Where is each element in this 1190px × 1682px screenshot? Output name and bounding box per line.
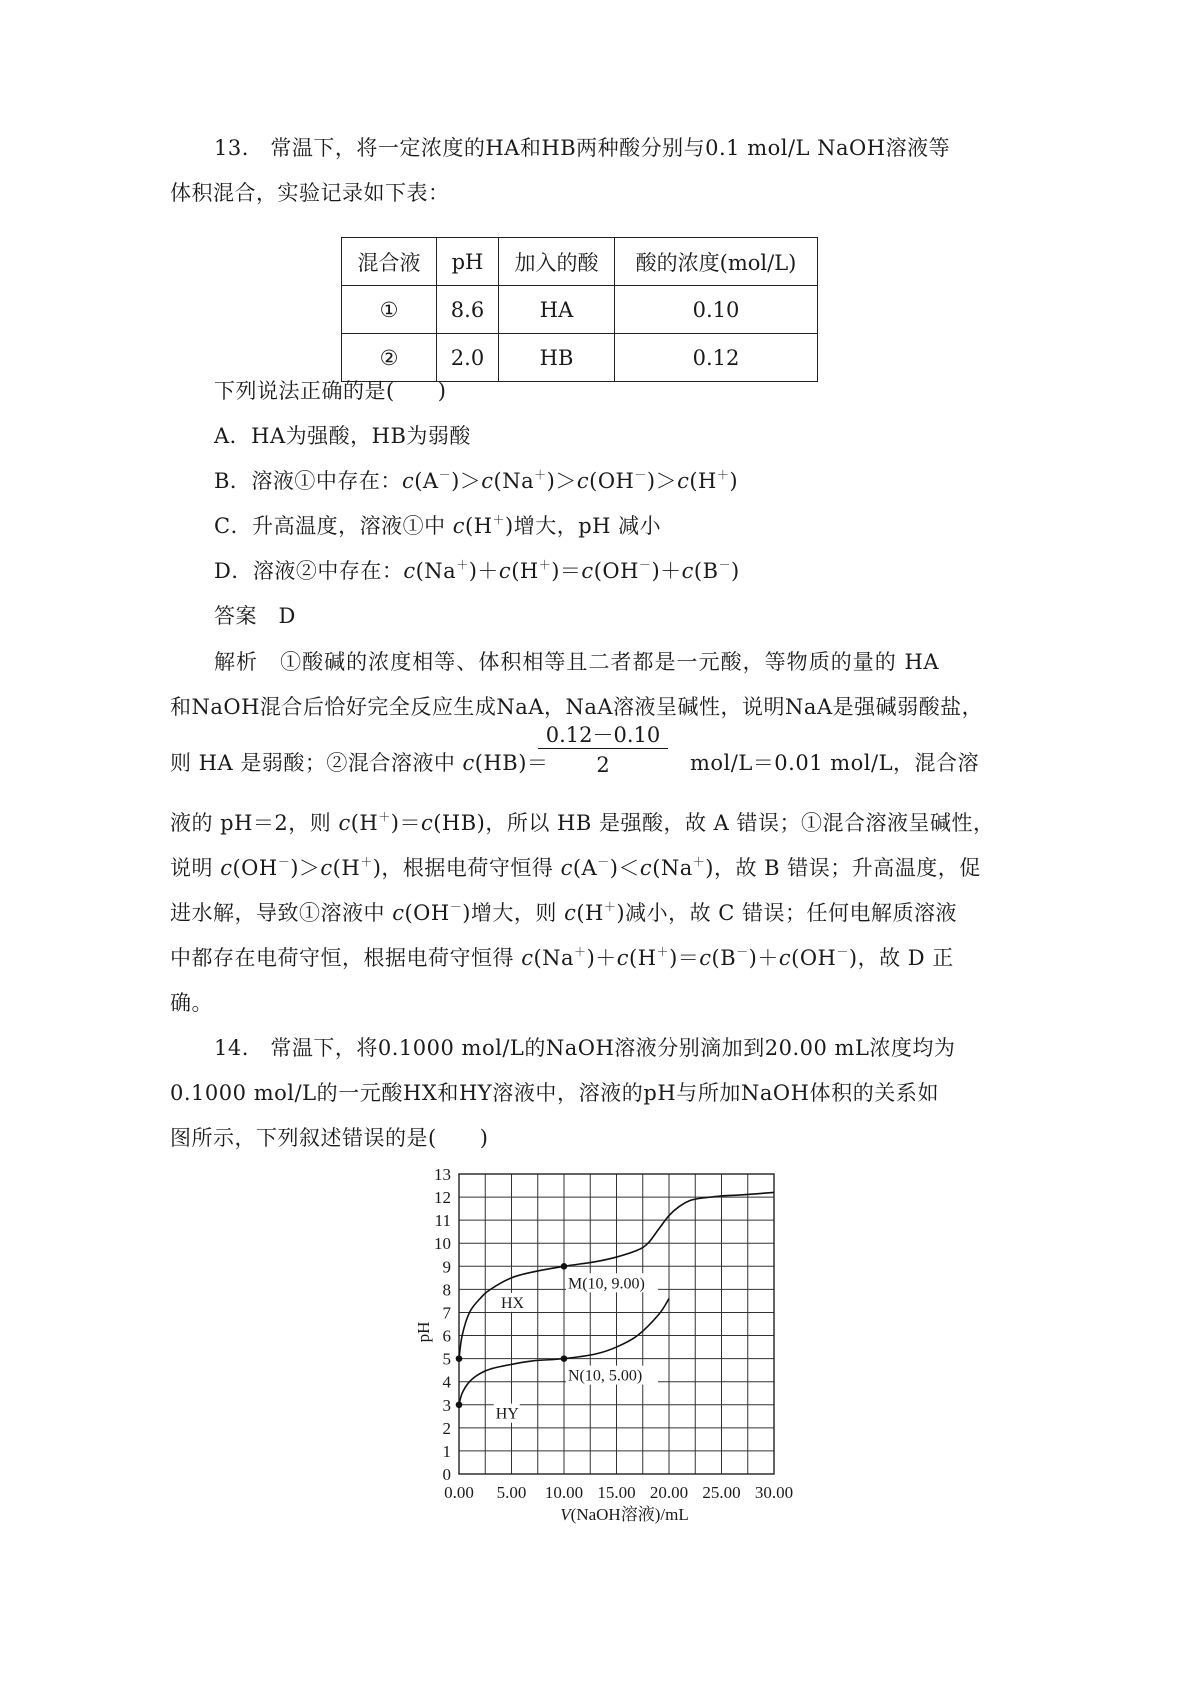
- table-cell: 0.12: [615, 334, 818, 382]
- table-header-cell: 加入的酸: [499, 238, 615, 286]
- option-d: D．溶液②中存在：c(Na＋)＋c(H＋)＝c(OH－)＋c(B－): [214, 558, 740, 583]
- analysis-line-5: 说明 c(OH－)＞c(H＋)，根据电荷守恒得 c(A－)＜c(Na＋)，故 B 错误；升高温度，促: [170, 855, 981, 880]
- option-b: B．溶液①中存在：c(A－)＞c(Na＋)＞c(OH－)＞c(H＋): [214, 468, 739, 493]
- table-header-cell: 混合液: [342, 238, 437, 286]
- q14-line1: 14. 常温下，将0.1000 mol/L的NaOH溶液分别滴加到20.00 mL浓度均为: [214, 1036, 956, 1060]
- table-header-cell: 酸的浓度(mol/L): [615, 238, 818, 286]
- table-cell: ②: [342, 334, 437, 382]
- y-tick-label: 3: [442, 1395, 451, 1415]
- q14-line3: 图所示，下列叙述错误的是( ): [170, 1126, 489, 1150]
- analysis-line-3-suffix: mol/L＝0.01 mol/L，混合溶: [690, 751, 980, 775]
- data-point: [456, 1401, 463, 1408]
- y-tick-label: 6: [442, 1326, 451, 1346]
- table-cell: HB: [499, 334, 615, 382]
- table-cell: 8.6: [437, 286, 499, 334]
- question-stem: 下列说法正确的是( ): [214, 379, 447, 403]
- y-tick-label: 4: [442, 1372, 451, 1392]
- y-tick-label: 0: [442, 1465, 451, 1484]
- y-tick-label: 2: [442, 1418, 451, 1438]
- data-point: [456, 1355, 463, 1362]
- analysis-line-4: 液的 pH＝2，则 c(H＋)＝c(HB)，所以 HB 是强酸，故 A 错误；①混合溶液呈碱性，: [170, 810, 995, 835]
- data-point: [561, 1263, 568, 1270]
- point-label: M(10, 9.00): [568, 1275, 645, 1293]
- y-tick-label: 7: [442, 1303, 451, 1323]
- x-tick-label: 20.00: [649, 1483, 689, 1502]
- fraction-denominator: 2: [596, 753, 610, 777]
- analysis-line-2: 和NaOH混合后恰好完全反应生成NaA，NaA溶液呈碱性，说明NaA是强碱弱酸盐，: [170, 695, 984, 719]
- y-tick-label: 1: [442, 1441, 451, 1461]
- series-label-hx: HX: [501, 1294, 525, 1312]
- analysis-line-3-prefix: 则 HA 是弱酸；②混合溶液中 c(HB)＝: [170, 751, 549, 775]
- y-tick-label: 12: [434, 1188, 451, 1208]
- point-label: N(10, 5.00): [568, 1367, 643, 1385]
- analysis-line-1: 解析 ①酸碱的浓度相等、体积相等且二者都是一元酸，等物质的量的 HA: [214, 650, 939, 674]
- table-cell: 2.0: [437, 334, 499, 382]
- x-tick-label: 25.00: [702, 1483, 741, 1502]
- option-c: C．升高温度，溶液①中 c(H＋)增大，pH 减小: [214, 513, 662, 538]
- table-cell: ①: [342, 286, 437, 334]
- analysis-line-6: 进水解，导致①溶液中 c(OH－)增大，则 c(H＋)减小，故 C 错误；任何电解质溶液: [170, 900, 957, 925]
- y-tick-label: 11: [434, 1211, 451, 1231]
- y-tick-label: 9: [442, 1257, 451, 1277]
- analysis-line-7: 中都存在电荷守恒，根据电荷守恒得 c(Na＋)＋c(H＋)＝c(B－)＋c(OH－)，故 D 正: [170, 945, 954, 970]
- option-a: A．HA为强酸，HB为弱酸: [214, 424, 471, 448]
- x-tick-label: 10.00: [544, 1483, 584, 1502]
- analysis-text: 则 HA 是弱酸；②混合溶液中: [170, 751, 456, 775]
- table-header-cell: pH: [437, 238, 499, 286]
- y-tick-label: 8: [442, 1280, 451, 1300]
- q13-line1: 13. 常温下，将一定浓度的HA和HB两种酸分别与0.1 mol/L NaOH溶液等: [214, 136, 951, 160]
- analysis-line-8: 确。: [170, 991, 213, 1015]
- y-tick-label: 10: [434, 1234, 451, 1254]
- q13-line2: 体积混合，实验记录如下表：: [170, 181, 450, 205]
- x-tick-label: 30.00: [754, 1483, 794, 1502]
- x-tick-label: 15.00: [597, 1483, 636, 1502]
- table-cell: 0.10: [615, 286, 818, 334]
- data-point: [561, 1355, 568, 1362]
- series-label-hy: HY: [495, 1405, 519, 1423]
- y-axis-label: pH: [414, 1321, 433, 1343]
- fraction-numerator: 0.12－0.10: [538, 722, 668, 749]
- y-tick-label: 5: [442, 1349, 451, 1369]
- x-tick-label: 5.00: [496, 1483, 527, 1502]
- table-cell: HA: [499, 286, 615, 334]
- y-tick-label: 13: [434, 1165, 451, 1184]
- x-axis-label: V(NaOH溶液)/mL: [560, 1505, 689, 1524]
- q14-line2: 0.1000 mol/L的一元酸HX和HY溶液中，溶液的pH与所加NaOH体积的关系如: [170, 1081, 939, 1105]
- x-tick-label: 0.00: [444, 1483, 474, 1502]
- answer: 答案 D: [214, 604, 296, 628]
